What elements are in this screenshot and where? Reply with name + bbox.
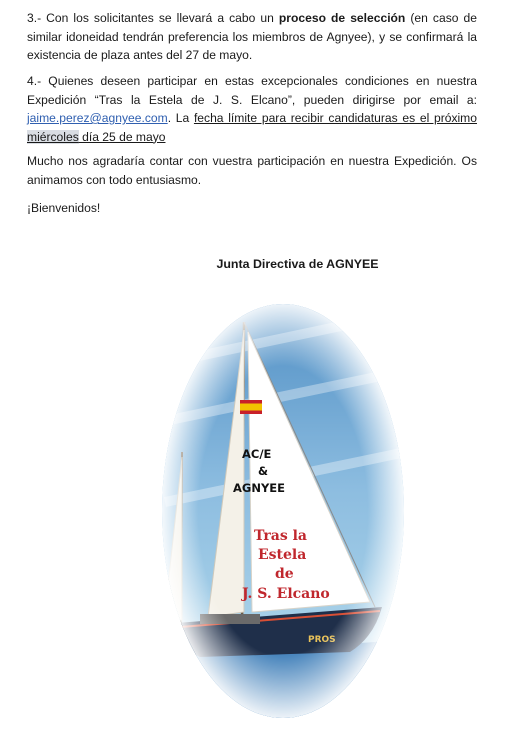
paragraph-selection-process bbox=[27, 9, 477, 65]
deadline-underlined-text: fecha límite para recibir candidaturas es el próximo bbox=[193, 111, 477, 125]
deadline-date-text: día 25 de mayo bbox=[78, 129, 166, 144]
para4-text-start: 4.- Quienes deseen participar en estas excepcionales condiciones en nuestra Expedición “Tras la Estela de J. S. Elcano”, pueden dirigirse por email a: bbox=[27, 74, 477, 107]
selection-process-bold: proceso de selección bbox=[278, 11, 406, 25]
paragraph-encouragement: Mucho nos agradaría contar con vuestra participación en nuestra Expedición. Os animamos con todo entusiasmo. bbox=[27, 154, 477, 187]
emblem-soft-edge bbox=[162, 304, 404, 718]
para3-text-end: (en caso de similar idoneidad tendrán preferencia los miembros de Agnyee), y se confirmará la existencia de plaza antes del 27 de mayo. bbox=[27, 11, 477, 62]
signature-line: Junta Directiva de AGNYEE bbox=[216, 257, 379, 271]
para3-text-start: 3.- Con los solicitantes se llevará a cabo un bbox=[27, 11, 279, 25]
para4-text-middle: . La bbox=[167, 111, 194, 125]
paragraph-welcome: ¡Bienvenidos! bbox=[27, 201, 101, 215]
paragraph-contact bbox=[27, 72, 477, 146]
email-link[interactable]: jaime.perez@agnyee.com bbox=[27, 111, 168, 125]
expedition-emblem-image bbox=[160, 302, 406, 720]
deadline-highlighted-word: miércoles bbox=[27, 129, 79, 144]
